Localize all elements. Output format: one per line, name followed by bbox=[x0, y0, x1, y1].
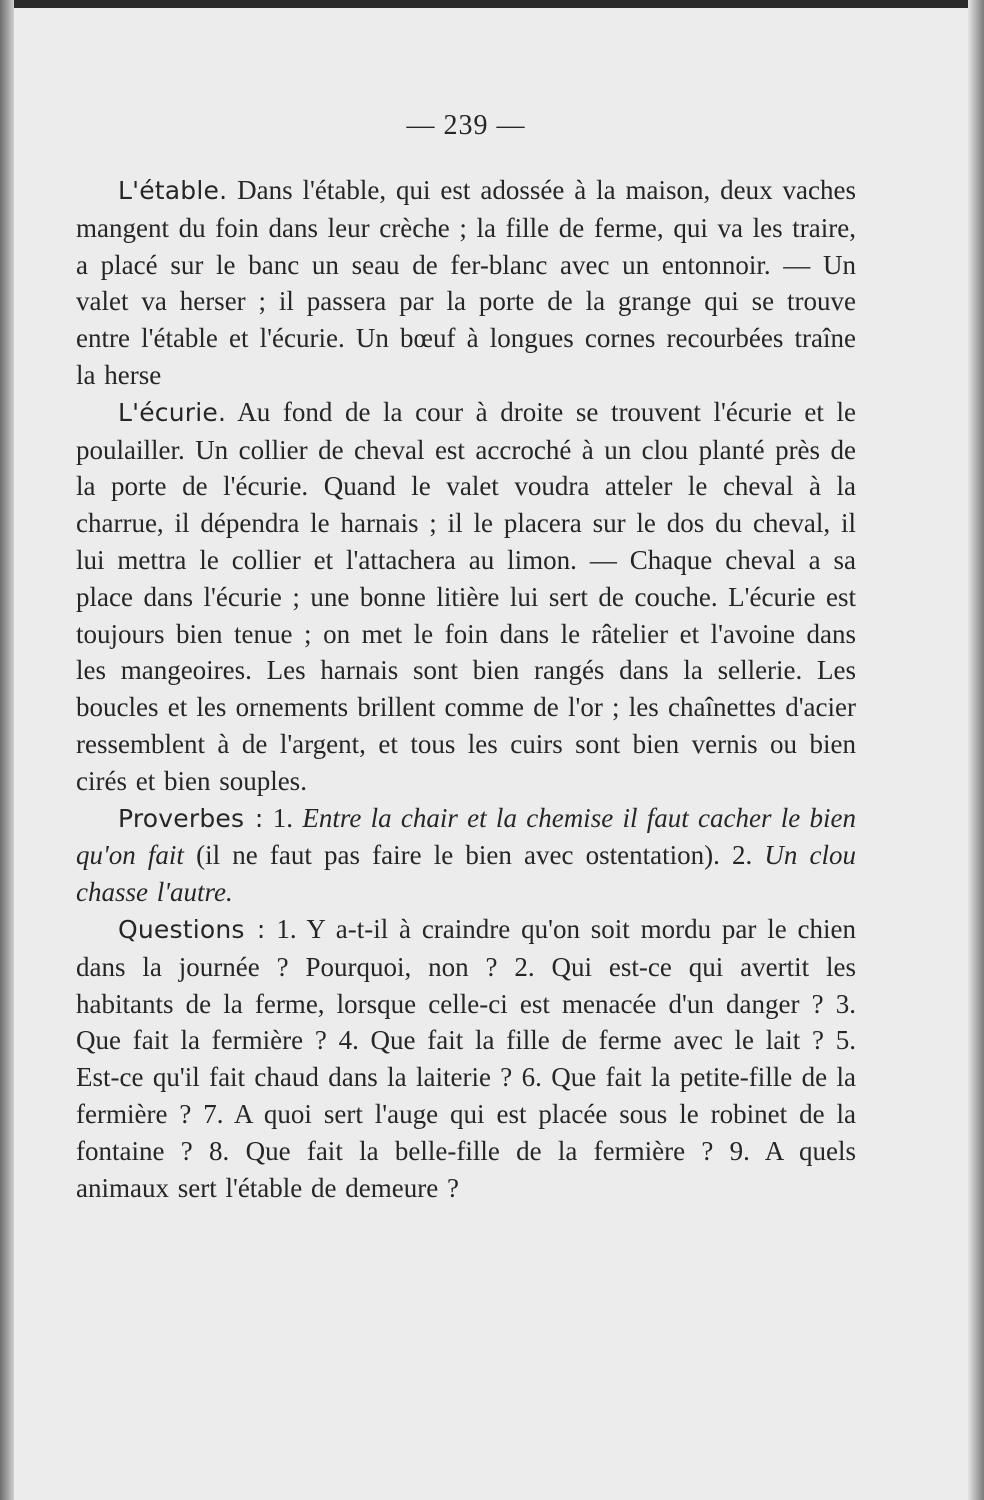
proverb-1-number: 1. bbox=[272, 802, 294, 833]
proverb-2-number: 2. bbox=[731, 840, 753, 871]
paragraph-ecurie bbox=[76, 394, 856, 800]
proverb-1-explanation: (il ne faut pas faire le bien avec ostentation). bbox=[196, 840, 720, 871]
paragraph-questions bbox=[76, 911, 856, 1206]
scan-left-edge bbox=[0, 0, 14, 1500]
heading-proverbes: Proverbes : bbox=[118, 803, 264, 833]
heading-questions: Questions : bbox=[118, 914, 266, 944]
scan-right-edge bbox=[968, 0, 984, 1500]
paragraph-ecurie-text: Au fond de la cour à droite se trouvent l'écurie et le poulailler. Un collier de cheval est accroché à un clou planté près de la porte de l'écurie. Quand le valet voudra atteler le cheval à la charrue, il dépendra le harnais ; il le placera sur le dos du cheval, il lui mettra le collier et l'attachera au limon. — Chaque cheval a sa place dans l'écurie ; une bonne litière lui sert de couche. L'écurie est toujours bien tenue ; on met le foin dans le râtelier et l'avoine dans les mangeoires. Les harnais sont bien rangés dans la sellerie. Les boucles et les ornements brillent comme de l'or ; les chaînettes d'acier ressemblent à de l'argent, et tous les cuirs sont bien vernis ou bien cirés et bien souples. bbox=[76, 396, 856, 796]
proverb-2: Un clou chasse l'autre. bbox=[76, 840, 857, 908]
paragraph-etable-text: Dans l'étable, qui est adossée à la maison, deux vaches mangent du foin dans leur crèche ; la fille de ferme, qui va les traire, a placé sur le banc un seau de fer-blanc avec un entonnoir. — Un valet va herser ; il passera par la porte de la grange qui se trouve entre l'étable et l'écurie. Un bœuf à longues cornes recourbées traîne la herse bbox=[76, 175, 856, 390]
heading-ecurie: L'écurie. bbox=[118, 397, 227, 427]
scan-top-edge bbox=[0, 0, 984, 8]
heading-etable: L'étable. bbox=[118, 176, 228, 205]
page-body bbox=[76, 108, 856, 1206]
paragraph-etable bbox=[76, 172, 856, 394]
paragraph-proverbes bbox=[76, 800, 856, 911]
page-number: — 239 — bbox=[406, 110, 526, 141]
proverb-1: Entre la chair et la chemise il faut cacher le bien qu'on fait bbox=[76, 802, 857, 871]
paragraph-questions-text: 1. Y a-t-il à craindre qu'on soit mordu par le chien dans la journée ? Pourquoi, non ? 2. Qui est-ce qui avertit les habitants de la ferme, lorsque celle-ci est menacée d'un danger ? 3. Que fait la fermière ? 4. Que fait la fille de ferme avec le lait ? 5. Est-ce qu'il fait chaud dans la laiterie ? 6. Que fait la petite-fille de la fermière ? 7. A quoi sert l'auge qui est placée sous le robinet de la fontaine ? 8. Que fait la belle-fille de la fermière ? 9. A quels animaux sert l'étable de demeure ? bbox=[76, 913, 857, 1203]
